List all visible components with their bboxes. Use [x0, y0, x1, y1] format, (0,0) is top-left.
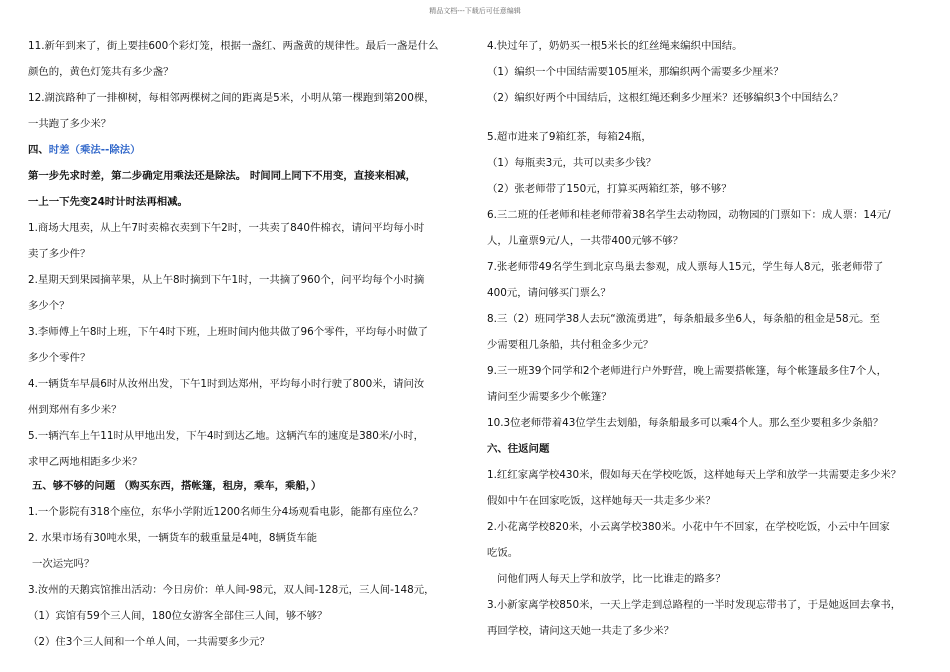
section-heading-5: 五、够不够的问题 （购买东西，搭帐篷，租房，乘车，乘船，）: [32, 480, 322, 492]
text-line: 1.一个影院有318个座位，东华小学附近1200名师生分4场观看电影，能都有座位么？: [28, 506, 424, 518]
text-line: 6.三二班的任老师和桂老师带着38名学生去动物园，动物园的门票如下：成人票：14元/: [487, 209, 891, 221]
text-line: （1）每瓶卖3元，共可以卖多少钱？: [487, 157, 657, 169]
text-line: 求甲乙两地相距多少米？: [28, 456, 143, 468]
text-line: 一次运完吗？: [32, 558, 95, 570]
text-line: 2.小花离学校820米，小云离学校380米。小花中午不回家，在学校吃饭，小云中午回家: [487, 521, 890, 533]
text-line: 吃饭。: [487, 547, 519, 559]
text-line: 5.超市进来了9箱红茶，每箱24瓶，: [487, 131, 652, 143]
text-line: 5.一辆汽车上午11时从甲地出发，下午4时到达乙地。这辆汽车的速度是380米/小时，: [28, 430, 424, 442]
text-line: 4.快过年了，奶奶买一根5米长的红丝绳来编织中国结。: [487, 40, 743, 52]
text-line: 州到郑州有多少米？: [28, 404, 122, 416]
text-line: 3.小新家离学校850米，一天上学走到总路程的一半时发现忘带书了，于是她返回去拿书，: [487, 599, 902, 611]
text-line: 一共跑了多少米？: [28, 118, 112, 130]
text-line: （1）编织一个中国结需要105厘米，那编织两个需要多少厘米？: [487, 66, 784, 78]
text-line: 第一步先求时差，第二步确定用乘法还是除法。 时间同上同下不用变，直接来相减，: [28, 170, 417, 182]
text-line: 1.商场大甩卖，从上午7时卖棉衣卖到下午2时，一共卖了840件棉衣，请问平均每小时: [28, 222, 425, 234]
section-heading-4: 四、时差（乘法--除法）: [28, 144, 141, 156]
text-line: 人，儿童票9元/人，一共带400元够不够？: [487, 235, 684, 247]
text-line: 400元，请问够买门票么？: [487, 287, 611, 299]
text-line: 3.汝州的天鹅宾馆推出活动：今日房价：单人间-98元，双人间-128元，三人间-148元，: [28, 584, 435, 596]
section-heading-6: 六、往返问题: [487, 443, 550, 455]
text-line: 少需要租几条船，共付租金多少元？: [487, 339, 654, 351]
text-line: 问他们两人每天上学和放学，比一比谁走的路多？: [497, 573, 726, 585]
page-header: 精品文档---下载后可任意编辑: [429, 7, 521, 15]
text-line: 9.三一班39个同学和2个老师进行户外野营，晚上需要搭帐篷，每个帐篷最多住7个人，: [487, 365, 888, 377]
text-line: 4.一辆货车早晨6时从汝州出发，下午1时到达郑州，平均每小时行驶了800米，请问汝: [28, 378, 425, 390]
text-line: 2. 水果市场有30吨水果，一辆货车的载重量是4吨，8辆货车能: [28, 532, 318, 544]
text-line: 3.李师傅上午8时上班，下午4时下班，上班时间内他共做了96个零件，平均每小时做了: [28, 326, 429, 338]
text-line: （2）编织好两个中国结后，这根红绳还剩多少厘米？还够编织3个中国结么？: [487, 92, 844, 104]
text-line: 8.三（2）班同学38人去玩“激流勇进”，每条船最多坐6人，每条船的租金是58元。至: [487, 313, 880, 325]
text-line: 12.湖滨路种了一排柳树，每相邻两棵树之间的距离是5米，小明从第一棵跑到第200棵，: [28, 92, 435, 104]
text-line: 再回学校，请问这天她一共走了多少米？: [487, 625, 675, 637]
text-line: 2.星期天到果园摘苹果，从上午8时摘到下午1时，一共摘了960个，问平均每个小时摘: [28, 274, 425, 286]
text-line: （2）住3个三人间和一个单人间，一共需要多少元？: [28, 636, 270, 648]
text-line: （2）张老师带了150元，打算买两箱红茶，够不够？: [487, 183, 732, 195]
text-line: 颜色的，黄色灯笼共有多少盏？: [28, 66, 174, 78]
text-line: 假如中午在回家吃饭，这样她每天一共走多少米？: [487, 495, 716, 507]
text-line: 一上一下先变24时计时法再相减。: [28, 196, 188, 208]
text-line: 1.红红家离学校430米，假如每天在学校吃饭，这样她每天上学和放学一共需要走多少米？: [487, 469, 902, 481]
text-line: 卖了多少件？: [28, 248, 91, 260]
text-line: 10.3位老师带着43位学生去划船，每条船最多可以乘4个人。那么至少要租多少条船？: [487, 417, 884, 429]
text-line: 请问至少需要多少个帐篷？: [487, 391, 612, 403]
text-line: 11.新年到来了，街上要挂600个彩灯笼，根据一盏红、两盏黄的规律性。最后一盏是什么: [28, 40, 439, 52]
text-line: 7.张老师带49名学生到北京鸟巢去参观，成人票每人15元，学生每人8元，张老师带了: [487, 261, 884, 273]
text-line: 多少个？: [28, 300, 70, 312]
text-line: （1）宾馆有59个三人间，180位女游客全部住三人间，够不够？: [28, 610, 328, 622]
text-line: 多少个零件？: [28, 352, 91, 364]
